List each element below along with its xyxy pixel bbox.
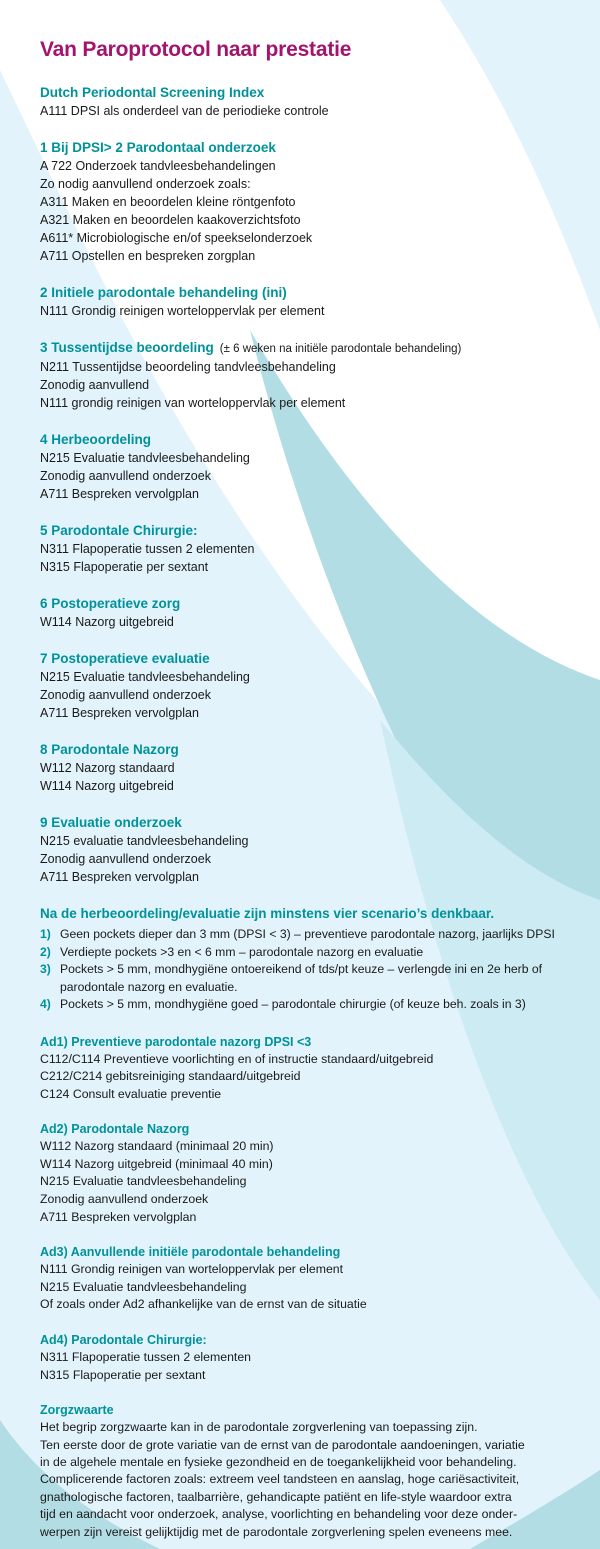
scenario-item: [40, 944, 580, 962]
code-line: W112 Nazorg standaard: [40, 761, 175, 775]
section-heading: [40, 814, 580, 832]
page-title: Van Paroprotocol naar prestatie: [40, 38, 352, 61]
section-heading: [40, 650, 580, 668]
section-heading: [40, 522, 580, 540]
section-heading-text: 1 Bij DPSI> 2 Parodontaal onderzoek: [40, 140, 276, 155]
ad-section: [40, 1332, 580, 1384]
scenario-text: Geen pockets dieper dan 3 mm (DPSI < 3) – preventieve parodontale nazorg, jaarlijks DPSI: [60, 927, 555, 941]
section-heading: [40, 431, 580, 449]
code-line: N311 Flapoperatie tussen 2 elementen: [40, 1350, 252, 1365]
code-line: A711 Opstellen en bespreken zorgplan: [40, 249, 256, 263]
protocol-section: [40, 814, 580, 886]
scenario-item: [40, 996, 580, 1014]
scenarios-heading: Na de herbeoordeling/evaluatie zijn minstens vier scenario’s denkbaar.: [40, 906, 495, 921]
protocol-section: [40, 741, 580, 795]
paragraph-line: in de algehele mentale en fysieke gezondheid en de toegankelijkheid voor behandeling.: [40, 1455, 517, 1470]
section-heading-text: 4 Herbeoordeling: [40, 432, 152, 447]
scenario-text: Pockets > 5 mm, mondhygiëne goed – parodontale chirurgie (of keuze beh. zoals in 3): [60, 997, 526, 1011]
code-line: C124 Consult evaluatie preventie: [40, 1086, 222, 1101]
scenario-number: 3): [40, 962, 51, 976]
code-line: N111 Grondig reinigen van worteloppervlak per element: [40, 1262, 344, 1277]
scenario-text: Pockets > 5 mm, mondhygiëne ontoereikend of tds/pt keuze – verlengde ini en 2e herb of parodontale nazorg en evaluatie.: [60, 962, 543, 994]
scenario-item: [40, 926, 580, 944]
section-heading-text: 8 Parodontale Nazorg: [40, 742, 179, 757]
code-line: W112 Nazorg standaard (minimaal 20 min): [40, 1139, 274, 1154]
ad-heading: Ad4) Parodontale Chirurgie:: [40, 1333, 207, 1348]
protocol-section: [40, 522, 580, 576]
paragraph-line: Ten eerste door de grote variatie van de ernst van de parodontale aandoeningen, variatie: [40, 1437, 525, 1452]
section-heading-text: 2 Initiele parodontale behandeling (ini): [40, 285, 287, 300]
code-line: W114 Nazorg uitgebreid: [40, 615, 174, 629]
section-heading: [40, 284, 580, 302]
section-heading-text: 3 Tussentijdse beoordeling: [40, 340, 214, 355]
scenarios-section: [40, 905, 580, 1014]
section-heading-text: Dutch Periodontal Screening Index: [40, 85, 265, 100]
protocol-section: [40, 84, 580, 120]
section-heading-text: 7 Postoperatieve evaluatie: [40, 651, 210, 666]
section-heading: [40, 595, 580, 613]
code-line: N211 Tussentijdse beoordeling tandvleesbehandeling: [40, 360, 336, 374]
protocol-sections: [40, 84, 580, 886]
code-line: N311 Flapoperatie tussen 2 elementen: [40, 542, 255, 556]
scenario-number: 4): [40, 997, 51, 1011]
code-line: Zonodig aanvullend onderzoek: [40, 688, 211, 702]
code-line: N215 Evaluatie tandvleesbehandeling: [40, 670, 250, 684]
ad-section: [40, 1121, 580, 1226]
code-line: Zonodig aanvullend: [40, 378, 150, 392]
code-line: N111 Grondig reinigen worteloppervlak per element: [40, 304, 325, 318]
section-heading-note: (± 6 weken na initiële parodontale behandeling): [219, 343, 462, 355]
protocol-section: [40, 431, 580, 503]
protocol-section: [40, 650, 580, 722]
code-line: Of zoals onder Ad2 afhankelijke van de ernst van de situatie: [40, 1297, 367, 1312]
ad-heading: Ad2) Parodontale Nazorg: [40, 1122, 190, 1137]
code-line: N215 Evaluatie tandvleesbehandeling: [40, 1174, 247, 1189]
code-line: Zonodig aanvullend onderzoek: [40, 1192, 209, 1207]
scenario-item: [40, 961, 580, 996]
protocol-section: [40, 595, 580, 631]
paragraph-line: Complicerende factoren zoals: extreem veel tandsteen en aanslag, hoge cariësactiviteit,: [40, 1472, 520, 1487]
section-heading-text: 5 Parodontale Chirurgie:: [40, 523, 198, 538]
code-line: C112/C114 Preventieve voorlichting en of instructie standaard/uitgebreid: [40, 1051, 434, 1066]
code-line: A611* Microbiologische en/of speekselonderzoek: [40, 231, 313, 245]
ad-section: [40, 1244, 580, 1314]
section-heading-text: 9 Evaluatie onderzoek: [40, 815, 182, 830]
paragraph-line: Het begrip zorgzwaarte kan in de parodontale zorgverlening van toepassing zijn.: [40, 1420, 478, 1435]
code-line: Zonodig aanvullend onderzoek: [40, 852, 211, 866]
section-heading-text: 6 Postoperatieve zorg: [40, 596, 181, 611]
ad-heading: Ad1) Preventieve parodontale nazorg DPSI <3: [40, 1034, 312, 1049]
section-heading: [40, 139, 580, 157]
code-line: A321 Maken en beoordelen kaakoverzichtsfoto: [40, 213, 301, 227]
scenario-number: 2): [40, 944, 51, 959]
code-line: N315 Flapoperatie per sextant: [40, 560, 209, 574]
code-line: W114 Nazorg uitgebreid: [40, 779, 174, 793]
zorgzwaarte-section: [40, 1402, 580, 1541]
protocol-section: [40, 284, 580, 320]
code-line: N215 Evaluatie tandvleesbehandeling: [40, 451, 250, 465]
zorgzwaarte-paragraph: [40, 1419, 580, 1541]
code-line: A711 Bespreken vervolgplan: [40, 1209, 197, 1224]
scenarios-list: [40, 926, 580, 1014]
code-line: N215 evaluatie tandvleesbehandeling: [40, 834, 249, 848]
protocol-section: [40, 339, 580, 412]
content: [40, 38, 580, 1541]
ad-heading: Ad3) Aanvullende initiële parodontale behandeling: [40, 1245, 341, 1260]
code-line: A711 Bespreken vervolgplan: [40, 870, 199, 884]
code-line: Zonodig aanvullend onderzoek: [40, 469, 211, 483]
code-line: N215 Evaluatie tandvleesbehandeling: [40, 1279, 247, 1294]
code-line: A111 DPSI als onderdeel van de periodieke controle: [40, 104, 329, 118]
code-line: A711 Bespreken vervolgplan: [40, 487, 199, 501]
scenario-number: 1): [40, 927, 51, 941]
ad-sections: [40, 1034, 580, 1385]
paragraph-line: gnathologische factoren, taalbarrière, gehandicapte patiënt en life-style waardoor extra: [40, 1489, 512, 1504]
code-line: N315 Flapoperatie per sextant: [40, 1367, 206, 1382]
section-heading: [40, 741, 580, 759]
scenario-text: Verdiepte pockets >3 en < 6 mm – parodontale nazorg en evaluatie: [60, 944, 424, 959]
paragraph-line: werpen zijn vereist gelijktijdig met de parodontale zorgverlening spelen eveneens mee.: [40, 1524, 513, 1539]
section-heading: [40, 84, 580, 102]
ad-section: [40, 1034, 580, 1104]
section-heading: [40, 339, 580, 358]
zorgzwaarte-heading: Zorgzwaarte: [40, 1403, 114, 1418]
protocol-section: [40, 139, 580, 265]
code-line: A 722 Onderzoek tandvleesbehandelingen: [40, 159, 276, 173]
paragraph-line: tijd en aandacht voor onderzoek, analyse, voorlichting en behandeling voor deze onder-: [40, 1507, 518, 1522]
code-line: A311 Maken en beoordelen kleine röntgenfoto: [40, 195, 296, 209]
code-line: C212/C214 gebitsreiniging standaard/uitgebreid: [40, 1069, 301, 1084]
code-line: A711 Bespreken vervolgplan: [40, 706, 199, 720]
code-line: N111 grondig reinigen van worteloppervlak per element: [40, 396, 346, 410]
code-line: W114 Nazorg uitgebreid (minimaal 40 min): [40, 1156, 273, 1171]
code-line: Zo nodig aanvullend onderzoek zoals:: [40, 177, 251, 191]
